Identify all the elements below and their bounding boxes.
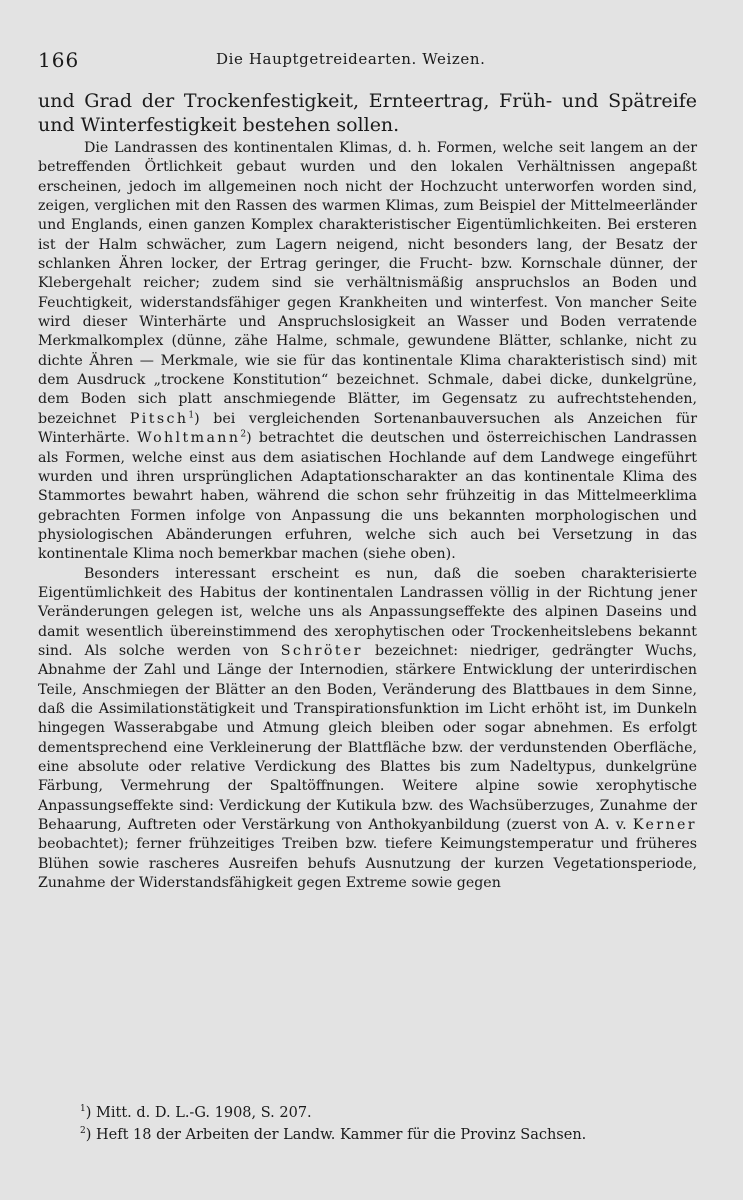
paragraph-text: Besonders interessant erscheint es nun, daß die soeben charakterisierte Eigentümlichkeit des Habitus der kontinentalen Landrassen völlig in der Richtung jener Veränderungen gelegen ist, welche uns als Anpassungseffekte des alpinen Daseins und damit wesentlich übereinstimmend des xerophytischen oder Trockenheitslebens bekannt sind. Als solche werden von: [38, 565, 697, 659]
footnote-2: $^2$) Heft 18 der Arbeiten der Landw. Kammer für die Provinz Sachsen.: [80, 1126, 587, 1143]
footnote-marker: 1: [80, 1104, 86, 1115]
paragraph-text: bezeichnet: niedriger, gedrängter Wuchs, Abnahme der Zahl und Länge der Internodien, stärkere Entwicklung der unterirdischen Teile, Anschmiegen der Blätter an den Boden, Veränderung des Blattbaues in dem Sinne, daß die Assimilationstätigkeit und Transpirationsfunktion im Licht erhöht ist, im Dunkeln hingegen Wasserabgabe und Atmung gleich bleiben oder sogar abnehmen. Es erfolgt dementsprechend eine Verkleinerung der Blattfläche bzw. der verdunstenden Oberfläche, eine absolute oder relative Verdickung des Blattes bis zum Nadeltypus, dunkelgrüne Färbung, Vermehrung der Spaltöffnungen. Weitere alpine sowie xerophytische Anpassungseffekte sind: Verdickung der Kutikula bzw. des Wachsüberzuges, Zunahme der Behaarung, Auftreten oder Verstärkung von Anthokyanbildung (zuerst von A. v.: [38, 642, 697, 834]
footnote-text: Heft 18 der Arbeiten der Landw. Kammer für die Provinz Sachsen.: [96, 1127, 587, 1143]
paragraph-text: betrachtet die deutschen und österreichischen Landrassen als Formen, welche einst aus dem asiatischen Hochlande auf dem Landwege eingeführt wurden und ihren ursprünglichen Adaptationscharakter an das kontinentale Klima des Stammortes bewahrt haben, während die schon sehr frühzeitig in das Mittelmeerklima gebrachten Formen infolge von Anpassung die uns bekannten morphologischen und physiologischen Abänderungen erfuhren, welche sich auch bei Versetzung in das kontinentale Klima noch bemerkbar machen (siehe oben).: [38, 430, 697, 563]
continuation-line: und Grad der Trockenfestigkeit, Ernteertrag, Früh- und Spätreife und Winterfestigkeit bestehen sollen.: [38, 90, 697, 136]
paragraph-text: Die Landrassen des kontinentalen Klimas, d. h. Formen, welche seit langem an der betreffenden Örtlichkeit gebaut wurden und den lokalen Verhältnissen angepaßt erscheinen, jedoch im allgemeinen noch nicht der Hochzucht unterworfen worden sind, zeigen, verglichen mit den Rassen des warmen Klimas, zum Beispiel der Mittelmeerländer und Englands, einen ganzen Komplex charakteristischer Eigentümlichkeiten. Bei ersteren ist der Halm schwächer, zum Lagern neigend, nicht besonders lang, der Besatz der schlanken Ähren locker, der Ertrag geringer, die Frucht- bzw. Kornschale dünner, der Klebergehalt reicher; zudem sind sie verhältnismäßig anspruchslos an Boden und Feuchtigkeit, widerstandsfähiger gegen Krankheiten und winterfest. Von mancher Seite wird dieser Winterhärte und Anspruchslosigkeit an Wasser und Boden verratende Merkmalkomplex (dünne, zähe Halme, schmale, gewundene Blätter, schlanke, nicht zu dichte Ähren — Merkmale, wie sie für das kontinentale Klima charakteristisch sind) mit dem Ausdruck „trockene Konstitution“ bezeichnet. Schmale, dabei dicke, dunkelgrüne, dem Boden sich platt anschmiegende Blätter, im Gegensatz zu aufrechtstehenden, bezeichnet: [38, 140, 697, 427]
footnote-marker: 2: [80, 1126, 86, 1137]
paragraph-landrassen: Die Landrassen des kontinentalen Klimas, d. h. Formen, welche seit langem an der betreffenden Örtlichkeit gebaut wurden und den lokalen Verhältnissen angepaßt erscheinen, jedoch im allgemeinen noch nicht der Hochzucht unterworfen worden sind, zeigen, verglichen mit den Rassen des warmen Klimas, zum Beispiel der Mittelmeerländer und Englands, einen ganzen Komplex charakteristischer Eigentümlichkeiten. Bei ersteren ist der Halm schwächer, zum Lagern neigend, nicht besonders lang, der Besatz der schlanken Ähren locker, der Ertrag geringer, die Frucht- bzw. Kornschale dünner, der Klebergehalt reicher; zudem sind sie verhältnismäßig anspruchslos an Boden und Feuchtigkeit, widerstandsfähiger gegen Krankheiten und winterfest. Von mancher Seite wird dieser Winterhärte und Anspruchslosigkeit an Wasser und Boden verratende Merkmalkomplex (dünne, zähe Halme, schmale, gewundene Blätter, schlanke, nicht zu dichte Ähren — Merkmale, wie sie für das kontinentale Klima charakteristisch sind) mit dem Ausdruck „trockene Konstitution“ bezeichnet. Schmale, dabei dicke, dunkelgrüne, dem Boden sich platt anschmiegende Blätter, im Gegensatz zu aufrechtstehenden, bezeichnet Pitsch$^1$) bei vergleichenden Sortenanbauversuchen als Anzeichen für Winterhärte. Wohltmann$^2$) betrachtet die deutschen und österreichischen Landrassen als Formen, welche einst aus dem asiatischen Hochlande auf dem Landwege eingeführt wurden und ihren ursprünglichen Adaptationscharakter an das kontinentale Klima des Stammortes bewahrt haben, während die schon sehr frühzeitig in das Mittelmeerklima gebrachten Formen infolge von Anpassung die uns bekannten morphologischen und physiologischen Abänderungen erfuhren, welche sich auch bei Versetzung in das kontinentale Klima noch bemerkbar machen (siehe oben).: [38, 140, 697, 563]
footnote-1: $^1$) Mitt. d. D. L.-G. 1908, S. 207.: [80, 1104, 312, 1121]
author-name-pitsch: Pitsch: [129, 410, 189, 427]
paragraph-habitus: [38, 565, 697, 894]
paragraph-text: beobachtet); ferner frühzeitiges Treiben bzw. tiefere Keimungstemperatur und früheres Blühen sowie rascheres Ausreifen behufs Ausnutzung der kurzen Vegetationsperiode, Zunahme der Widerstandsfähigkeit gegen Extreme sowie gegen: [38, 836, 697, 892]
paragraph-text: bei vergleichenden Sortenanbauversuchen als Anzeichen für Winterhärte.: [38, 410, 697, 447]
body-text: [38, 90, 697, 893]
footnote-ref-1[interactable]: 1: [188, 410, 195, 421]
author-name-schroeter: Schröter: [280, 642, 363, 659]
page-number: 166: [38, 48, 80, 72]
page-header: [38, 48, 697, 74]
footnotes: [80, 1102, 697, 1146]
author-name-wohltmann: Wohltmann: [137, 430, 241, 447]
footnote-ref-2[interactable]: 2: [240, 429, 247, 440]
author-name-kerner: Kerner: [632, 817, 697, 834]
running-head: Die Hauptgetreidearten. Weizen.: [216, 50, 486, 68]
footnote-text: Mitt. d. D. L.-G. 1908, S. 207.: [96, 1105, 312, 1121]
